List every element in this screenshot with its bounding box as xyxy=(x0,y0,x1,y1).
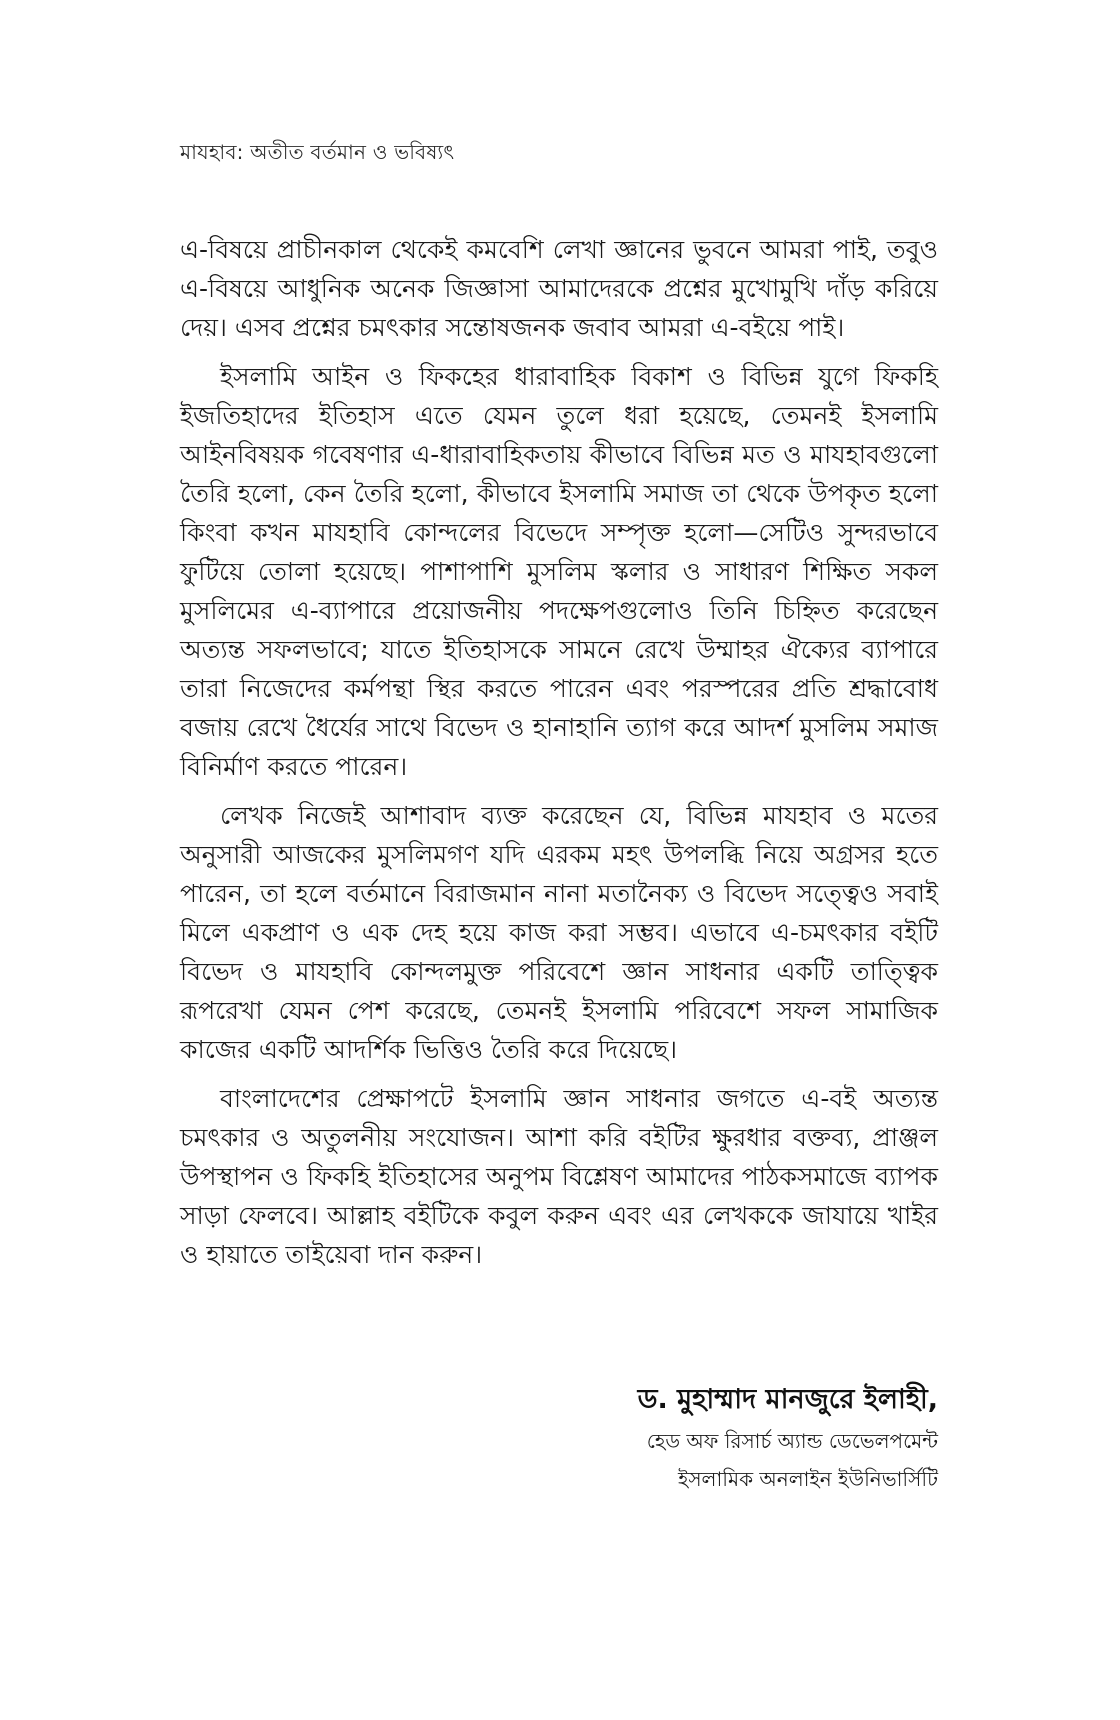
paragraph-author-hope: লেখক নিজেই আশাবাদ ব্যক্ত করেছেন যে, বিভিন্ন মাযহাব ও মতের অনুসারী আজকের মুসলিমগণ যদি এরকম মহৎ উপলব্ধি নিয়ে অগ্রসর হতে পারেন, তা হলে বর্তমানে বিরাজমান নানা মতানৈক্য ও বিভেদ সত্ত্বেও সবাই মিলে একপ্রাণ ও এক দেহ হয়ে কাজ করা সম্ভব। এভাবে এ-চমৎকার বইটি বিভেদ ও মাযহাবি কোন্দলমুক্ত পরিবেশে জ্ঞান সাধনার একটি তাত্ত্বিক রূপরেখা যেমন পেশ করেছে, তেমনই ইসলামি পরিবেশে সফল সামাজিক কাজের একটি আদর্শিক ভিত্তিও তৈরি করে দিয়েছে। xyxy=(180,801,938,1064)
body-text xyxy=(180,230,938,1284)
signature-block xyxy=(638,1378,938,1498)
paragraph-closing-prayer: বাংলাদেশের প্রেক্ষাপটে ইসলামি জ্ঞান সাধনার জগতে এ-বই অত্যন্ত চমৎকার ও অতুলনীয় সংযোজন। আশা করি বইটির ক্ষুরধার বক্তব্য, প্রাঞ্জল উপস্থাপন ও ফিকহি ইতিহাসের অনুপম বিশ্লেষণ আমাদের পাঠকসমাজে ব্যাপক সাড়া ফেলবে। আল্লাহ বইটিকে কবুল করুন এবং এর লেখককে জাযায়ে খাইর ও হায়াতে তাইয়েবা দান করুন। xyxy=(180,1084,938,1269)
running-header: মাযহাব: অতীত বর্তমান ও ভবিষ্যৎ xyxy=(180,140,455,164)
signature-name: ড. মুহাম্মাদ মানজুরে ইলাহী, xyxy=(637,1384,938,1415)
paragraph-continuation: এ-বিষয়ে প্রাচীনকাল থেকেই কমবেশি লেখা জ্ঞানের ভুবনে আমরা পাই, তবুও এ-বিষয়ে আধুনিক অনেক জিজ্ঞাসা আমাদেরকে প্রশ্নের মুখোমুখি দাঁড় করিয়ে দেয়। এসব প্রশ্নের চমৎকার সন্তোষজনক জবাব আমরা এ-বইয়ে পাই। xyxy=(180,235,938,342)
signature-organization: ইসলামিক অনলাইন ইউনিভার্সিটি xyxy=(677,1467,938,1491)
signature-position: হেড অফ রিসার্চ অ্যান্ড ডেভেলপমেন্ট xyxy=(646,1429,938,1453)
paragraph-islamic-law-history: ইসলামি আইন ও ফিকহের ধারাবাহিক বিকাশ ও বিভিন্ন যুগে ফিকহি ইজতিহাদের ইতিহাস এতে যেমন তুলে ধরা হয়েছে, তেমনই ইসলামি আইনবিষয়ক গবেষণার এ-ধারাবাহিকতায় কীভাবে বিভিন্ন মত ও মাযহাবগুলো তৈরি হলো, কেন তৈরি হলো, কীভাবে ইসলামি সমাজ তা থেকে উপকৃত হলো কিংবা কখন মাযহাবি কোন্দলের বিভেদে সম্পৃক্ত হলো—সেটিও সুন্দরভাবে ফুটিয়ে তোলা হয়েছে। পাশাপাশি মুসলিম স্কলার ও সাধারণ শিক্ষিত সকল মুসলিমের এ-ব্যাপারে প্রয়োজনীয় পদক্ষেপগুলোও তিনি চিহ্নিত করেছেন অত্যন্ত সফলভাবে; যাতে ইতিহাসকে সামনে রেখে উম্মাহর ঐক্যের ব্যাপারে তারা নিজেদের কর্মপন্থা স্থির করতে পারেন এবং পরস্পরের প্রতি শ্রদ্ধাবোধ বজায় রেখে ধৈর্যের সাথে বিভেদ ও হানাহানি ত্যাগ করে আদর্শ মুসলিম সমাজ বিনির্মাণ করতে পারেন। xyxy=(180,362,938,781)
